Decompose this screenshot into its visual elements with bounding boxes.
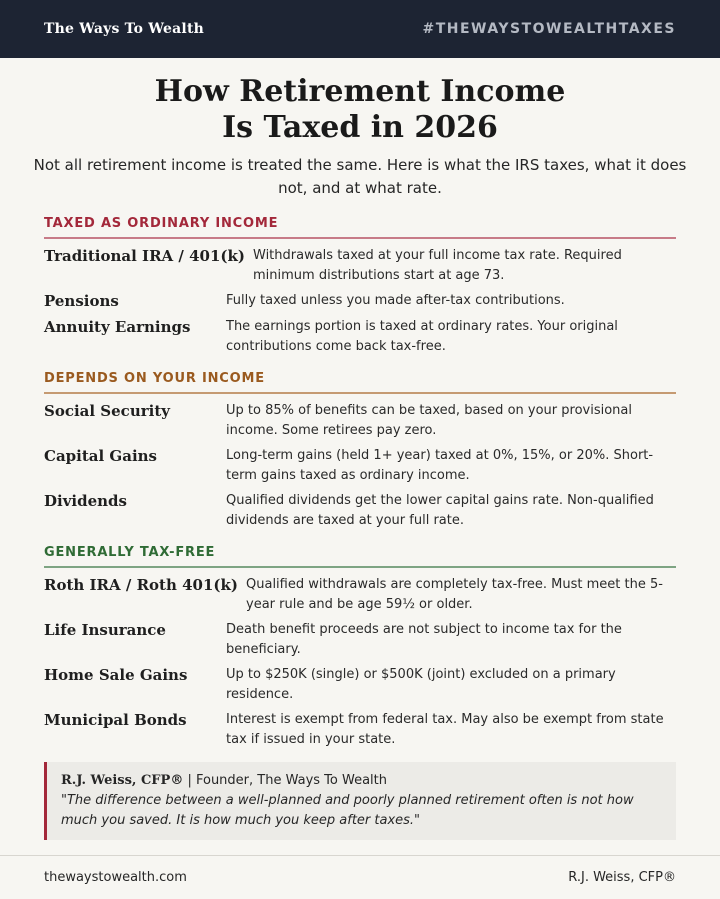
row-description: Up to 85% of benefits can be taxed, based on your provisional income. Some retirees pay zero.: [226, 403, 632, 438]
page-title: [0, 74, 720, 146]
section-heading: TAXED AS ORDINARY INCOME: [44, 216, 676, 239]
page-subtitle: Not all retirement income is treated the same. Here is what the IRS taxes, what it does not, and at what rate.: [33, 156, 687, 197]
title-line-2: Is Taxed in 2026: [222, 110, 498, 145]
row-description: Fully taxed unless you made after-tax contributions.: [226, 293, 565, 308]
income-row-annuity-earnings: [44, 316, 676, 357]
income-row-pensions: [44, 290, 676, 312]
row-label: Traditional IRA / 401(k): [44, 247, 245, 265]
hashtag: #THEWAYSTOWEALTHTAXES: [422, 21, 676, 37]
quote-box: [44, 762, 676, 840]
row-description: Up to $250K (single) or $500K (joint) excluded on a primary residence.: [226, 667, 616, 702]
income-sections: [0, 216, 720, 750]
section-heading: DEPENDS ON YOUR INCOME: [44, 371, 676, 394]
row-description: Qualified withdrawals are completely tax-free. Must meet the 5-year rule and be age 59½ or older.: [246, 577, 663, 612]
title-line-1: How Retirement Income: [154, 74, 566, 109]
income-row-municipal-bonds: [44, 709, 676, 750]
section-heading: GENERALLY TAX-FREE: [44, 545, 676, 568]
income-row-home-sale-gains: [44, 664, 676, 705]
brand-name: The Ways To Wealth: [44, 21, 204, 37]
quote-author: [61, 771, 664, 791]
income-row-dividends: [44, 490, 676, 531]
footer-website: thewaystowealth.com: [44, 870, 187, 885]
quote-text: "The difference between a well-planned and poorly planned retirement often is not how much you saved. It is how much you keep after taxes.": [61, 793, 634, 828]
row-label: Social Security: [44, 402, 170, 420]
row-label: Home Sale Gains: [44, 666, 188, 684]
row-label: Dividends: [44, 492, 127, 510]
row-label: Life Insurance: [44, 621, 166, 639]
row-label: Municipal Bonds: [44, 711, 187, 729]
row-description: Interest is exempt from federal tax. May also be exempt from state tax if issued in your state.: [226, 712, 664, 747]
section-depends-on-income: [44, 371, 676, 531]
income-row-social-security: [44, 400, 676, 441]
section-tax-free: [44, 545, 676, 750]
row-label: Roth IRA / Roth 401(k): [44, 576, 238, 594]
quote-author-name: R.J. Weiss, CFP®: [61, 773, 184, 788]
row-description: Death benefit proceeds are not subject to income tax for the beneficiary.: [226, 622, 622, 657]
row-description: Withdrawals taxed at your full income tax rate. Required minimum distributions start at age 73.: [253, 248, 622, 283]
footer-signature: R.J. Weiss, CFP®: [568, 870, 676, 885]
section-ordinary-income: [44, 216, 676, 357]
row-description: Qualified dividends get the lower capital gains rate. Non-qualified dividends are taxed at your full rate.: [226, 493, 654, 528]
quote-author-role: | Founder, The Ways To Wealth: [183, 773, 387, 788]
income-row-capital-gains: [44, 445, 676, 486]
income-row-life-insurance: [44, 619, 676, 660]
row-label: Capital Gains: [44, 447, 157, 465]
row-description: The earnings portion is taxed at ordinary rates. Your original contributions come back tax-free.: [226, 319, 618, 354]
row-label: Annuity Earnings: [44, 318, 191, 336]
row-label: Pensions: [44, 292, 119, 310]
income-row-roth: [44, 574, 676, 615]
footer: [0, 855, 720, 899]
top-banner: [0, 0, 720, 58]
income-row-traditional-ira: [44, 245, 676, 286]
row-description: Long-term gains (held 1+ year) taxed at 0%, 15%, or 20%. Short-term gains taxed as ordinary income.: [226, 448, 654, 483]
